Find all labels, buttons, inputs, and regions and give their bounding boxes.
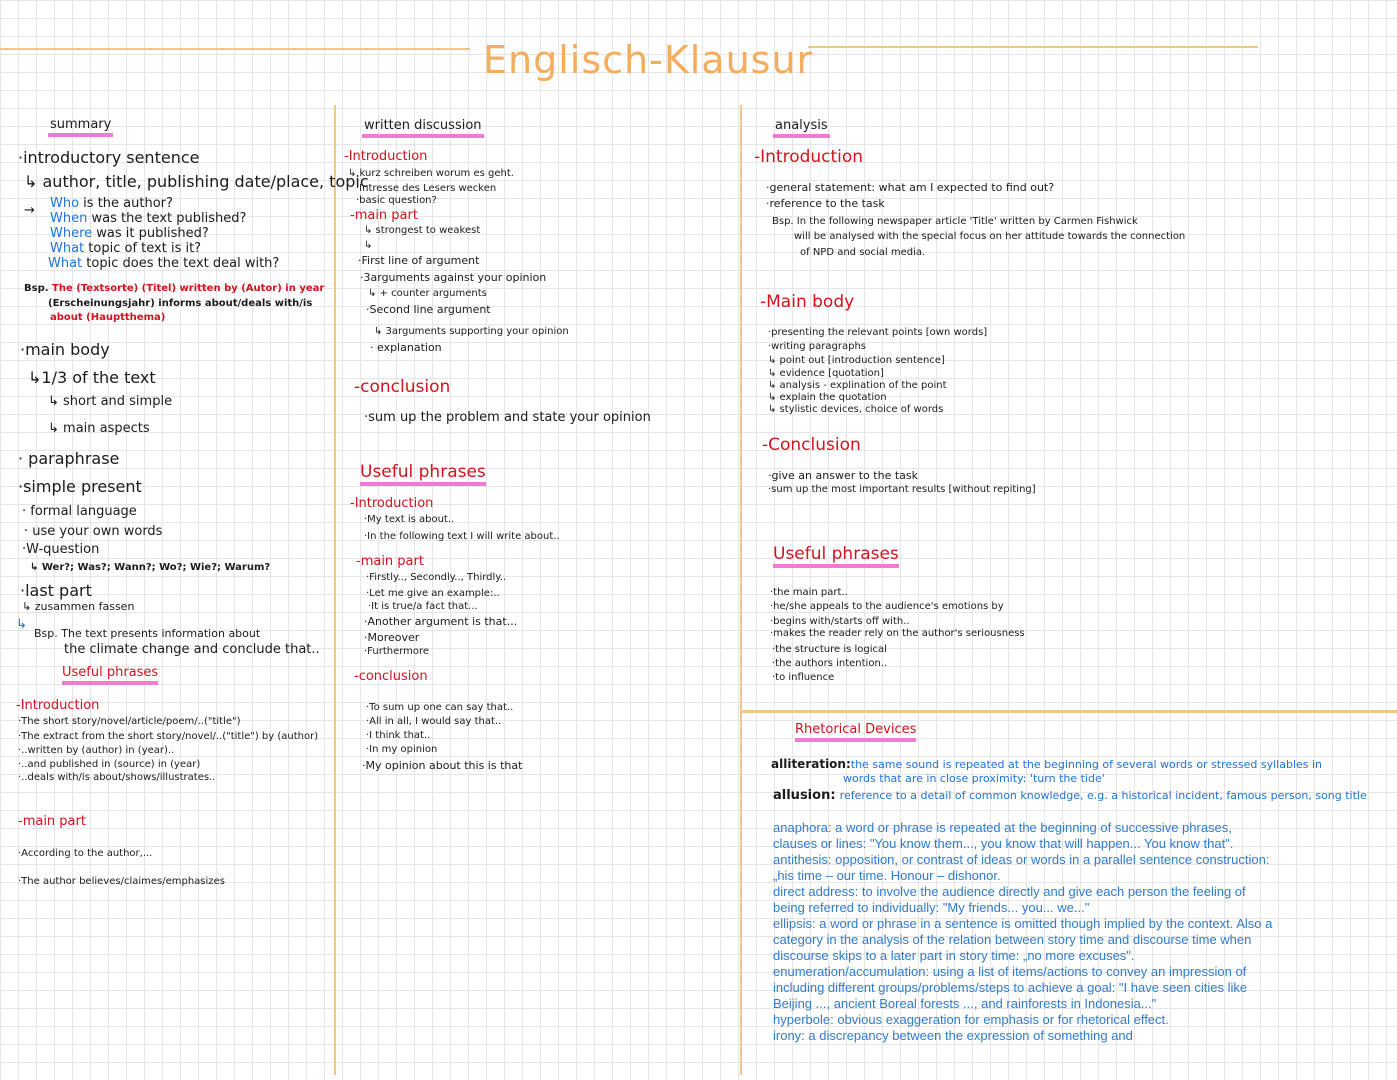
bsp-line3: about (Hauptthema) <box>50 312 166 323</box>
summary-main-phrase-1: ·According to the author,... <box>18 848 153 859</box>
main-body-sub1: ↳1/3 of the text <box>28 368 156 387</box>
discussion-intro-3: ·basic question? <box>356 195 437 206</box>
summary-intro-phrase-5: ·..deals with/is about/shows/illustrates.. <box>18 772 216 783</box>
alliteration-line2: words that are in close proximity: 'turn the tide' <box>843 772 1105 785</box>
bsp-line2: (Erscheinungsjahr) informs about/deals with/is <box>48 298 313 309</box>
discussion-up-main-heading: -main part <box>356 554 424 569</box>
discussion-useful-phrases: Useful phrases <box>360 462 486 486</box>
question-who: Who is the author? <box>50 196 173 211</box>
divider-horizontal <box>740 710 1397 713</box>
allusion-label: allusion: <box>773 788 836 803</box>
analysis-main-heading: -Main body <box>760 292 855 312</box>
w-question-sub: ↳ Wer?; Was?; Wann?; Wo?; Wie?; Warum? <box>30 562 271 573</box>
definition-line: irony: a discrepancy between the expression of something and <box>773 1028 1133 1043</box>
formal-language-item: · formal language <box>22 504 137 519</box>
top-rule-right <box>808 46 1258 48</box>
summary-main-part-heading: -main part <box>18 814 86 829</box>
analysis-main-6: ↳ explain the quotation <box>768 392 887 403</box>
definition-line: enumeration/accumulation: using a list of items/actions to convey an impression of <box>773 964 1247 979</box>
analysis-main-1: ·presenting the relevant points [own words] <box>768 327 988 338</box>
analysis-main-7: ↳ stylistic devices, choice of words <box>768 404 944 415</box>
analysis-phrase-2: ·he/she appeals to the audience's emotions by <box>770 601 1004 612</box>
discussion-heading: written discussion <box>362 118 484 138</box>
discussion-up-intro-heading: -Introduction <box>350 496 434 511</box>
summary-intro-phrase-4: ·..and published in (source) in (year) <box>18 759 201 770</box>
analysis-intro-4: will be analysed with the special focus on her attitude towards the connection <box>794 231 1186 242</box>
discussion-main-heading: -main part <box>350 208 418 223</box>
discussion-main-3: ·First line of argument <box>358 254 480 267</box>
question-what-topic: What topic of text is it? <box>50 241 202 256</box>
question-what-deal: What topic does the text deal with? <box>48 256 280 271</box>
discussion-main-7: ↳ 3arguments supporting your opinion <box>374 326 569 337</box>
analysis-useful-phrases: Useful phrases <box>773 544 899 568</box>
summary-intro-item: ·introductory sentence <box>18 148 200 167</box>
definition-line: discourse skips to a later part in story time: „no more excuses". <box>773 948 1135 963</box>
discussion-up-main-1: ·Firstly.., Secondly.., Thirdly.. <box>366 572 507 583</box>
last-part-item: ·last part <box>20 581 92 600</box>
main-body-sub2: ↳ short and simple <box>48 394 173 409</box>
discussion-conclusion-heading: -conclusion <box>354 377 451 397</box>
definition-line: clauses or lines: "You know them..., you know that will happen... You know that". <box>773 836 1234 851</box>
analysis-main-5: ↳ analysis - explination of the point <box>768 380 947 391</box>
summary-intro-heading: -Introduction <box>16 698 100 713</box>
analysis-conclusion-heading: -Conclusion <box>762 435 861 455</box>
divider-1 <box>334 105 336 1075</box>
discussion-up-intro-2: ·In the following text I will write about.. <box>364 531 560 542</box>
discussion-intro-2: ·Intresse des Lesers wecken <box>356 183 497 194</box>
discussion-main-8: · explanation <box>370 341 442 354</box>
definition-line: category in the analysis of the relation between story time and discourse time when <box>773 932 1252 947</box>
discussion-main-1: ↳ strongest to weakest <box>364 225 481 236</box>
analysis-main-2: ·writing paragraphs <box>768 341 867 352</box>
alliteration-text: the same sound is repeated at the beginning of several words or stressed syllables in <box>850 758 1323 771</box>
bsp2-arrow-icon: ↳ <box>16 617 27 632</box>
discussion-up-intro-1: ·My text is about.. <box>364 514 455 525</box>
analysis-intro-5: of NPD and social media. <box>800 247 926 258</box>
analysis-intro-3: Bsp. In the following newspaper article 'Title' written by Carmen Fishwick <box>772 216 1138 227</box>
discussion-up-conclusion-4: ·In my opinion <box>366 744 438 755</box>
discussion-up-conclusion-3: ·I think that.. <box>366 730 431 741</box>
analysis-phrase-4: ·makes the reader rely on the author's seriousness <box>770 628 1025 639</box>
w-question-item: ·W-question <box>22 542 100 557</box>
definition-line: Beijing ..., ancient Boreal forests ..., and rainforests in Indonesia..." <box>773 996 1157 1011</box>
question-when: When was the text published? <box>50 211 247 226</box>
summary-intro-phrase-2: ·The extract from the short story/novel/..("title") by (author) <box>18 731 319 742</box>
discussion-up-conclusion-5: ·My opinion about this is that <box>362 759 523 772</box>
analysis-phrase-1: ·the main part.. <box>770 587 848 598</box>
summary-intro-sub: ↳ author, title, publishing date/place, topic <box>24 172 369 191</box>
definition-line: antithesis: opposition, or contrast of ideas or words in a parallel sentence construction: <box>773 852 1270 867</box>
discussion-up-main-3: ·It is true/a fact that... <box>368 601 478 612</box>
paraphrase-item: · paraphrase <box>18 449 120 468</box>
analysis-phrase-3: ·begins with/starts off with.. <box>770 616 910 627</box>
summary-main-phrase-2: ·The author believes/claimes/emphasizes <box>18 876 225 887</box>
summary-intro-phrase-3: ·..written by (author) in (year).. <box>18 745 175 756</box>
discussion-up-main-4: ·Another argument is that... <box>364 615 518 628</box>
discussion-main-5: ↳ + counter arguments <box>368 288 487 299</box>
summary-intro-phrase-1: ·The short story/novel/article/poem/..("title") <box>18 716 241 727</box>
main-body-item: ·main body <box>20 340 110 359</box>
analysis-phrase-6: ·the authors intention.. <box>772 658 888 669</box>
main-body-sub3: ↳ main aspects <box>48 421 150 436</box>
discussion-intro-1: ↳ kurz schreiben worum es geht. <box>348 168 514 179</box>
top-rule-left <box>0 48 470 50</box>
definition-line: hyperbole: obvious exaggeration for emphasis or for rhetorical effect. <box>773 1012 1169 1027</box>
analysis-conclusion-1: ·give an answer to the task <box>768 469 918 482</box>
allusion-text: reference to a detail of common knowledge, e.g. a historical incident, famous person, song title <box>839 789 1367 802</box>
analysis-phrase-5: ·the structure is logical <box>772 644 887 655</box>
arrow-icon: → <box>24 203 35 218</box>
rhetorical-definitions <box>773 820 1343 1044</box>
definition-line: including different groups/problems/steps to achieve a goal: "I have seen cities like <box>773 980 1248 995</box>
definition-line: anaphora: a word or phrase is repeated at the beginning of successive phrases, <box>773 820 1232 835</box>
analysis-intro-2: ·reference to the task <box>766 197 885 210</box>
discussion-intro-heading: -Introduction <box>344 149 428 164</box>
alliteration-label: alliteration: <box>771 757 851 771</box>
bsp-line1: Bsp. The (Textsorte) (Titel) written by (Autor) in year <box>24 283 325 294</box>
definition-line: direct address: to involve the audience directly and give each person the feeling of <box>773 884 1246 899</box>
discussion-main-6: ·Second line argument <box>366 303 491 316</box>
summary-useful-phrases: Useful phrases <box>62 665 158 685</box>
divider-2 <box>740 105 742 1075</box>
analysis-phrase-7: ·to influence <box>772 672 835 683</box>
definition-line: ellipsis: a word or phrase in a sentence is omitted though implied by the context. Also a <box>773 916 1273 931</box>
analysis-intro-heading: -Introduction <box>754 147 864 167</box>
allusion-line <box>773 788 1367 804</box>
definition-line: being referred to individually: "My friends... you... we..." <box>773 900 1090 915</box>
discussion-up-main-6: ·Furthermore <box>364 646 430 657</box>
discussion-main-4: ·3arguments against your opinion <box>360 271 547 284</box>
discussion-up-main-5: ·Moreover <box>364 631 420 644</box>
analysis-conclusion-2: ·sum up the most important results [without repiting] <box>768 484 1036 495</box>
analysis-heading: analysis <box>773 118 830 138</box>
analysis-main-3: ↳ point out [introduction sentence] <box>768 355 945 366</box>
summary-heading: summary <box>48 117 113 137</box>
rhetorical-heading: Rhetorical Devices <box>795 722 916 742</box>
analysis-intro-1: ·general statement: what am I expected to find out? <box>766 181 1055 194</box>
discussion-up-conclusion-heading: -conclusion <box>354 669 428 684</box>
alliteration-line1 <box>771 757 1322 771</box>
question-where: Where was it published? <box>50 226 209 241</box>
discussion-main-2: ↳ <box>364 240 373 251</box>
page-title: Englisch-Klausur <box>483 38 814 82</box>
last-part-sub: ↳ zusammen fassen <box>22 600 135 613</box>
own-words-item: · use your own words <box>24 524 163 539</box>
discussion-conclusion-text: ·sum up the problem and state your opinion <box>364 410 651 425</box>
discussion-up-conclusion-1: ·To sum up one can say that.. <box>366 702 514 713</box>
discussion-up-conclusion-2: ·All in all, I would say that.. <box>366 716 502 727</box>
discussion-up-main-2: ·Let me give an example:.. <box>366 588 500 599</box>
simple-present-item: ·simple present <box>18 477 142 496</box>
bsp2-line2: the climate change and conclude that.. <box>64 642 320 657</box>
definition-line: „his time – our time. Honour – dishonor. <box>773 868 1001 883</box>
bsp2-line1: Bsp. The text presents information about <box>34 627 261 640</box>
analysis-main-4: ↳ evidence [quotation] <box>768 368 884 379</box>
